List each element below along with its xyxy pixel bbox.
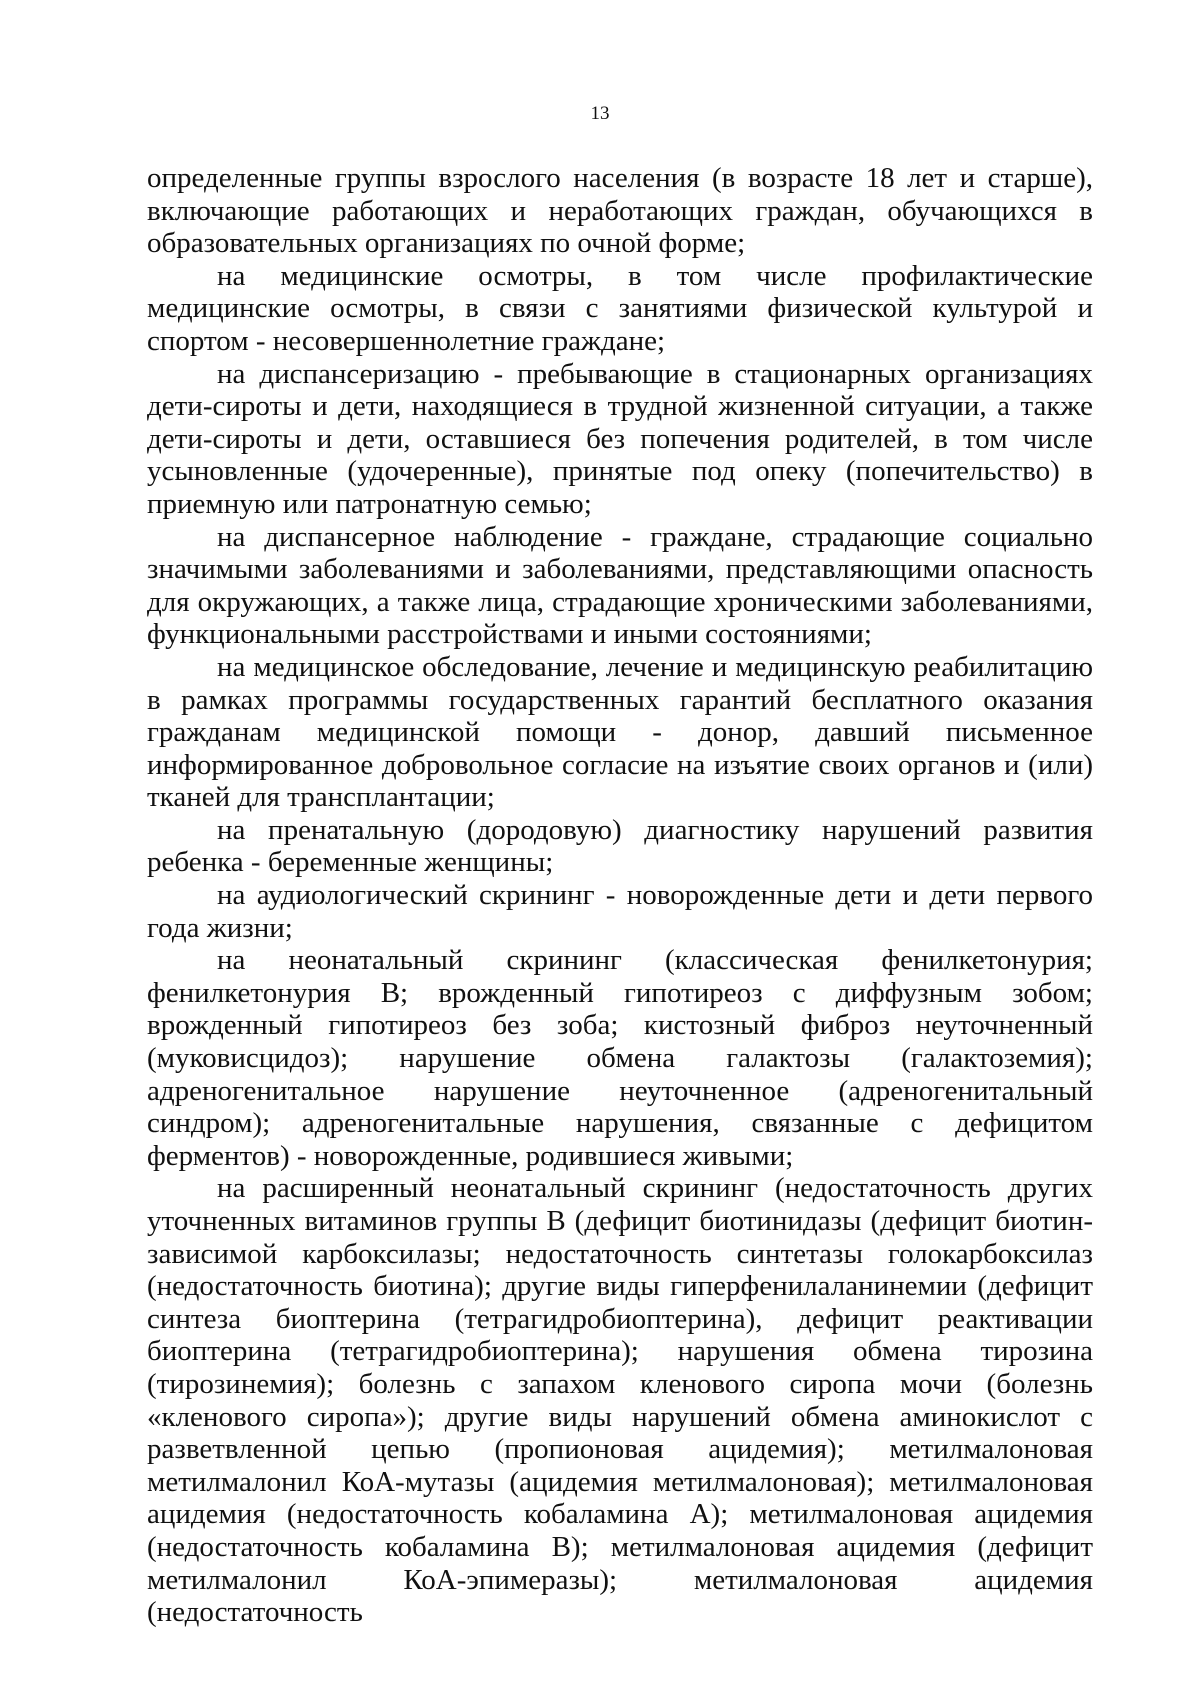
paragraph: на медицинские осмотры, в том числе профилактические медицинские осмотры, в связи с занятиями физической культурой и спортом - несовершеннолетние граждане; — [147, 259, 1093, 357]
paragraph: на медицинское обследование, лечение и медицинскую реабилитацию в рамках программы государственных гарантий бесплатного оказания гражданам медицинской помощи - донор, давший письменное информированное добровольное согласие на изъятие своих органов и (или) тканей для трансплантации; — [147, 650, 1093, 814]
paragraph: на аудиологический скрининг - новорожденные дети и дети первого года жизни; — [147, 879, 1093, 944]
paragraph: на диспансерное наблюдение - граждане, страдающие социально значимыми заболеваниями и заболеваниями, представляющими опасность для окружающих, а также лица, страдающие хроническими заболеваниями, функциональными расстройствами и иными состояниями; — [147, 520, 1093, 651]
document-body — [147, 162, 1093, 1629]
page-number: 13 — [590, 103, 610, 124]
paragraph: на расширенный неонатальный скрининг (недостаточность других уточненных витаминов группы В (дефицит биотинидазы (дефицит биотин-зависимой карбоксилазы; недостаточность синтетазы голокарбоксилаз (недостаточность биотина); другие виды гиперфенилаланинемии (дефицит синтеза биоптерина (тетрагидробиоптерина), дефицит реактивации биоптерина (тетрагидробиоптерина); нарушения обмена тирозина (тирозинемия); болезнь с запахом кленового сиропа мочи (болезнь «кленового сиропа»); другие виды нарушений обмена аминокислот с разветвленной цепью (пропионовая ацидемия); метилмалоновая метилмалонил КоА-мутазы (ацидемия метилмалоновая); метилмалоновая ацидемия (недостаточность кобаламина А); метилмалоновая ацидемия (недостаточность кобаламина В); метилмалоновая ацидемия (дефицит метилмалонил КоА-эпимеразы); метилмалоновая ацидемия (недостаточность — [147, 1172, 1093, 1629]
paragraph: определенные группы взрослого населения (в возрасте 18 лет и старше), включающие работающих и неработающих граждан, обучающихся в образовательных организациях по очной форме; — [147, 162, 1093, 260]
paragraph: на пренатальную (дородовую) диагностику нарушений развития ребенка - беременные женщины; — [147, 813, 1093, 879]
paragraph: на неонатальный скрининг (классическая фенилкетонурия; фенилкетонурия В; врожденный гипотиреоз с диффузным зобом; врожденный гипотиреоз без зоба; кистозный фиброз неуточненный (муковисцидоз); нарушение обмена галактозы (галактоземия); адреногенитальное нарушение неуточненное (адреногенитальный синдром); адреногенитальные нарушения, связанные с дефицитом ферментов) - новорожденные, родившиеся живыми; — [147, 944, 1093, 1172]
paragraph: на диспансеризацию - пребывающие в стационарных организациях дети-сироты и дети, находящиеся в трудной жизненной ситуации, а также дети-сироты и дети, оставшиеся без попечения родителей, в том числе усыновленные (удочеренные), принятые под опеку (попечительство) в приемную или патронатную семью; — [147, 357, 1093, 520]
